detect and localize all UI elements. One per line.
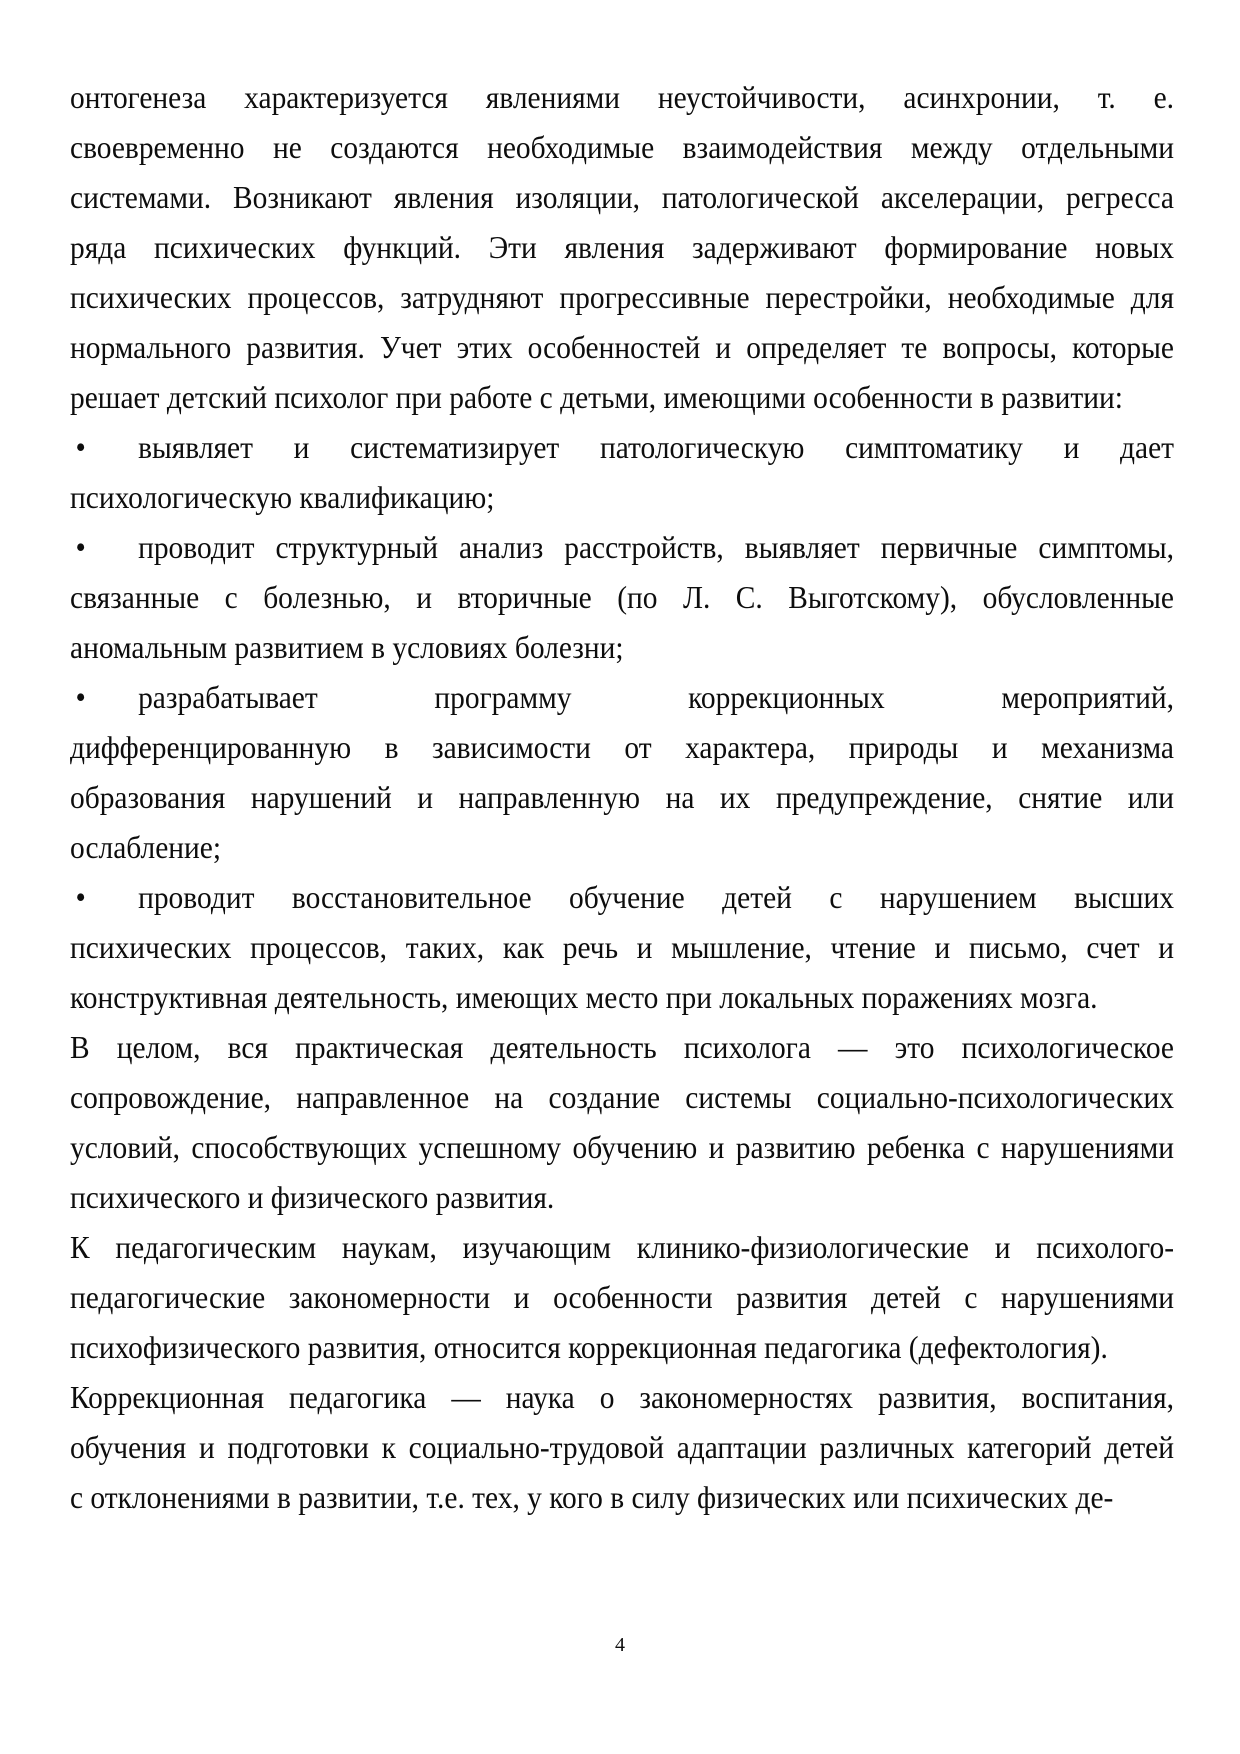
text-line	[70, 222, 1174, 272]
line-text: Коррекционная педагогика — наука о закономерностях развития, воспитания,	[70, 1379, 1174, 1415]
line-text: системами. Возникают явления изоляции, патологической акселерации, регресса	[70, 179, 1174, 215]
line-text: проводит структурный анализ расстройств, выявляет первичные симптомы,	[138, 529, 1174, 565]
line-text: обучения и подготовки к социально-трудовой адаптации различных категорий детей	[70, 1429, 1174, 1465]
text-line	[70, 572, 1174, 622]
line-text: психических процессов, таких, как речь и мышление, чтение и письмо, счет и	[70, 929, 1174, 965]
line-text: педагогические закономерности и особенности развития детей с нарушениями	[70, 1279, 1174, 1315]
line-text: разрабатывает программу коррекционных мероприятий,	[138, 679, 1174, 715]
line-text: психического и физического развития.	[70, 1179, 555, 1215]
line-text: сопровождение, направленное на создание системы социально-психологических	[70, 1079, 1174, 1115]
text-line	[70, 1322, 1174, 1372]
line-text: решает детский психолог при работе с детьми, имеющими особенности в развитии:	[70, 379, 1123, 415]
line-text: связанные с болезнью, и вторичные (по Л. С. Выготскому), обусловленные	[70, 579, 1174, 615]
line-text: ряда психических функций. Эти явления задерживают формирование новых	[70, 229, 1174, 265]
text-line	[70, 272, 1174, 322]
bullet-line	[70, 872, 1174, 922]
line-text: образования нарушений и направленную на их предупреждение, снятие или	[70, 779, 1174, 815]
page-number: 4	[615, 1634, 625, 1656]
text-line	[70, 622, 1174, 672]
text-line	[70, 472, 1174, 522]
line-text: проводит восстановительное обучение детей с нарушением высших	[138, 879, 1174, 915]
bullet-marker: •	[75, 429, 86, 465]
text-line	[70, 1422, 1174, 1472]
text-line	[70, 1472, 1174, 1522]
line-text: своевременно не создаются необходимые взаимодействия между отдельными	[70, 129, 1174, 165]
text-line	[70, 722, 1174, 772]
line-text: аномальным развитием в условиях болезни;	[70, 629, 624, 665]
text-line	[70, 72, 1174, 122]
bullet-line	[70, 522, 1174, 572]
text-line	[70, 1372, 1174, 1422]
line-text: дифференцированную в зависимости от характера, природы и механизма	[70, 729, 1174, 765]
text-line	[70, 972, 1174, 1022]
line-text: выявляет и систематизирует патологическую симптоматику и дает	[138, 429, 1174, 465]
line-text: В целом, вся практическая деятельность психолога — это психологическое	[70, 1029, 1174, 1065]
text-line	[70, 822, 1174, 872]
text-line	[70, 1222, 1174, 1272]
text-line	[70, 922, 1174, 972]
text-block	[70, 72, 1174, 1522]
line-text: конструктивная деятельность, имеющих место при локальных поражениях мозга.	[70, 979, 1098, 1015]
bullet-marker: •	[75, 879, 86, 915]
text-line	[70, 1022, 1174, 1072]
text-line	[70, 372, 1174, 422]
bullet-line	[70, 672, 1174, 722]
bullet-marker: •	[75, 529, 86, 565]
line-text: нормального развития. Учет этих особенностей и определяет те вопросы, которые	[70, 329, 1174, 365]
text-line	[70, 172, 1174, 222]
bullet-line	[70, 422, 1174, 472]
line-text: условий, способствующих успешному обучению и развитию ребенка с нарушениями	[70, 1129, 1174, 1165]
text-line	[70, 772, 1174, 822]
line-text: психических процессов, затрудняют прогрессивные перестройки, необходимые для	[70, 279, 1174, 315]
line-text: психофизического развития, относится коррекционная педагогика (дефектология).	[70, 1329, 1108, 1365]
text-line	[70, 1172, 1174, 1222]
text-line	[70, 322, 1174, 372]
line-text: К педагогическим наукам, изучающим клинико-физиологические и психолого-	[70, 1229, 1174, 1265]
text-line	[70, 1122, 1174, 1172]
bullet-marker: •	[75, 679, 86, 715]
line-text: с отклонениями в развитии, т.е. тех, у кого в силу физических или психических де-	[70, 1479, 1114, 1515]
text-line	[70, 1272, 1174, 1322]
line-text: психологическую квалификацию;	[70, 479, 495, 515]
text-line	[70, 1072, 1174, 1122]
text-line	[70, 122, 1174, 172]
line-text: ослабление;	[70, 829, 222, 865]
line-text: онтогенеза характеризуется явлениями неустойчивости, асинхронии, т. е.	[70, 79, 1174, 115]
